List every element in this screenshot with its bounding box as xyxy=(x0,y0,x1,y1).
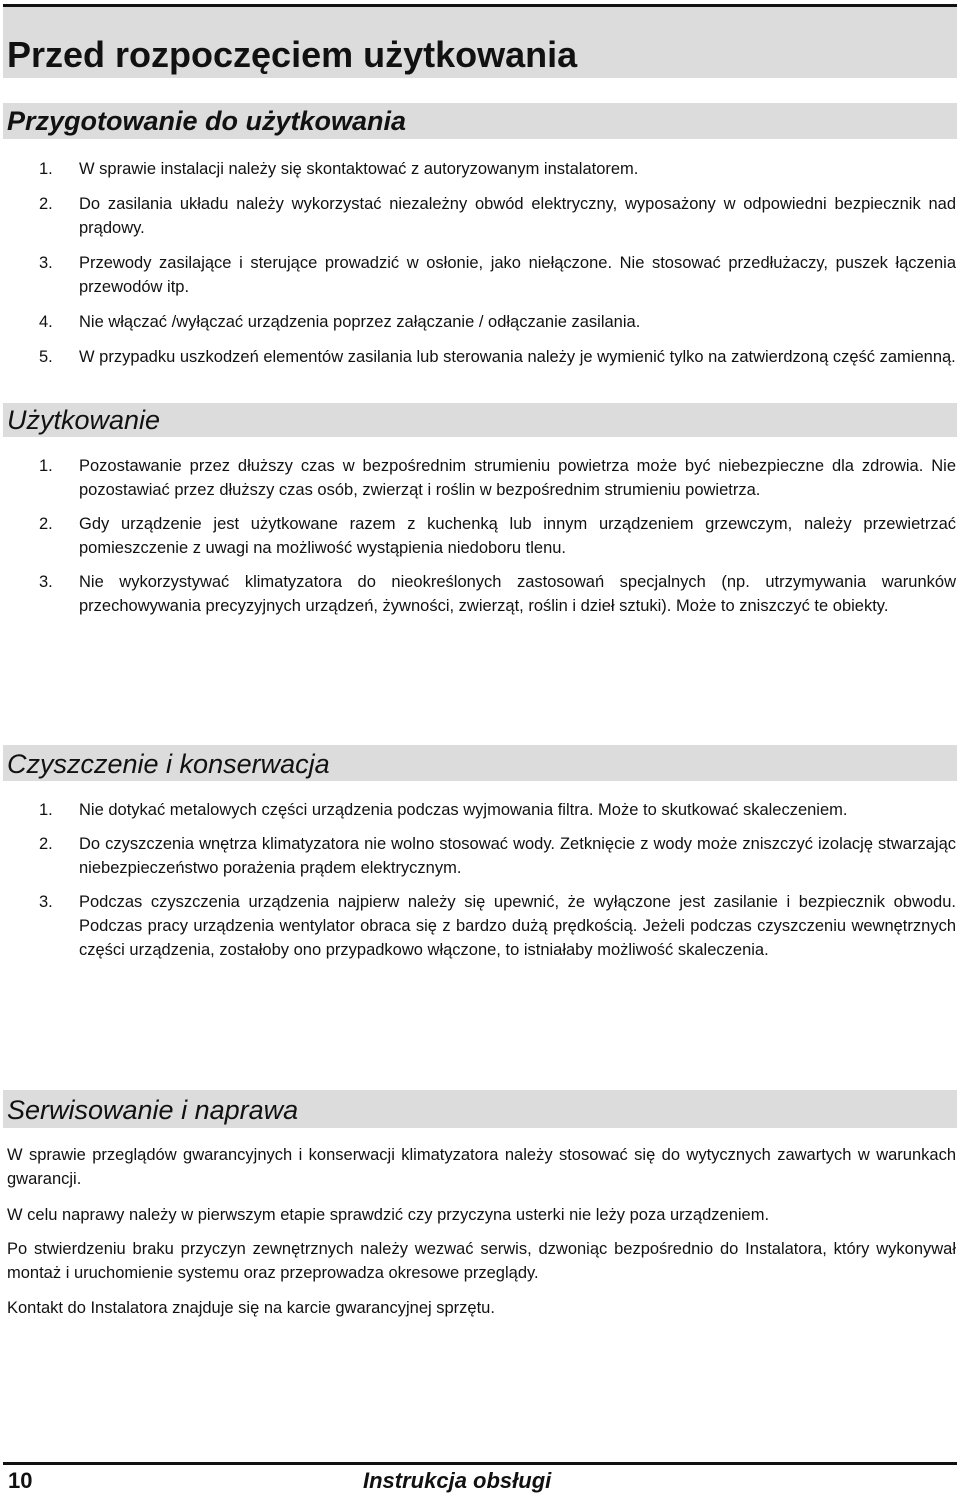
section-header-preparation xyxy=(3,103,957,139)
document-name: Instrukcja obsługi xyxy=(363,1468,552,1493)
cleaning-list xyxy=(0,798,960,962)
paragraph: W sprawie przeglądów gwarancyjnych i konserwacji klimatyzatora należy stosować się do wytycznych zawartych w warunkach gwarancji. xyxy=(7,1146,956,1188)
preparation-list xyxy=(0,157,960,369)
section-heading: Przygotowanie do użytkowania xyxy=(7,106,407,136)
list-item: 3. Nie wykorzystywać klimatyzatora do nieokreślonych zastosowań specjalnych (np. utrzymywania warunków przechowywania precyzyjnych urządzeń, żywności, zwierząt, roślin i dzieł sztuki). Może to zniszczyć te obiekty. xyxy=(39,573,956,615)
usage-list xyxy=(0,454,960,618)
page-footer xyxy=(0,1465,960,1493)
list-item: 1. Nie dotykać metalowych części urządzenia podczas wyjmowania filtra. Może to skutkować skaleczeniem. xyxy=(39,801,848,819)
paragraph: Kontakt do Instalatora znajduje się na karcie gwarancyjnej sprzętu. xyxy=(7,1299,495,1317)
page-title: Przed rozpoczęciem użytkowania xyxy=(7,34,578,75)
list-item: 4. Nie włączać /wyłączać urządzenia poprzez załączanie / odłączanie zasilania. xyxy=(39,313,641,331)
list-item: 1. W sprawie instalacji należy się skontaktować z autoryzowanym instalatorem. xyxy=(39,160,639,178)
list-item: 5. W przypadku uszkodzeń elementów zasilania lub sterowania należy je wymienić tylko na zatwierdzoną część zamienną. xyxy=(39,348,956,366)
list-item: 2. Do zasilania układu należy wykorzystać niezależny obwód elektryczny, wyposażony w odpowiedni bezpiecznik nad prądowy. xyxy=(39,195,956,237)
section-heading: Użytkowanie xyxy=(7,405,161,435)
list-item: 2. Gdy urządzenie jest użytkowane razem z kuchenką lub innym urządzeniem grzewczym, należy przewietrzać pomieszczenie z uwagi na możliwość wystąpienia niedoboru tlenu. xyxy=(39,515,956,557)
page-number: 10 xyxy=(8,1468,33,1493)
list-item: 1. Pozostawanie przez dłuższy czas w bezpośrednim strumieniu powietrza może być niebezpieczne dla zdrowia. Nie pozostawiać przez dłuższy czas osób, zwierząt i roślin w bezpośrednim strumieniu powietrza. xyxy=(39,457,956,499)
section-heading: Serwisowanie i naprawa xyxy=(7,1095,299,1125)
paragraph: W celu naprawy należy w pierwszym etapie sprawdzić czy przyczyna usterki nie leży poza urządzeniem. xyxy=(7,1206,770,1224)
section-header-usage xyxy=(3,403,957,437)
title-bar xyxy=(3,4,957,78)
section-heading: Czyszczenie i konserwacja xyxy=(7,749,330,779)
paragraph: Po stwierdzeniu braku przyczyn zewnętrznych należy wezwać serwis, dzwoniąc bezpośrednio do Instalatora, który wykonywał montaż i uruchomienie systemu oraz przeprowadza okresowe przeglądy. xyxy=(7,1240,956,1282)
list-item: 3. Podczas czyszczenia urządzenia najpierw należy się upewnić, że wyłączone jest zasilanie i bezpiecznik obwodu. Podczas pracy urządzenia wentylator obraca się z bardzo dużą prędkością. Jeżeli podczas czyszczeniu wewnętrznych części urządzenia, zostałoby ono przypadkowo włączone, to istniałaby możliwość skaleczenia. xyxy=(39,893,956,959)
list-item: 2. Do czyszczenia wnętrza klimatyzatora nie wolno stosować wody. Zetknięcie z wody może zniszczyć izolację stwarzając niebezpieczeństwo porażenia prądem elektrycznym. xyxy=(39,835,956,877)
list-item: 3. Przewody zasilające i sterujące prowadzić w osłonie, jako niełączone. Nie stosować przedłużaczy, puszek łączenia przewodów itp. xyxy=(39,254,956,296)
section-header-cleaning xyxy=(3,745,957,781)
section-header-service xyxy=(3,1090,957,1128)
